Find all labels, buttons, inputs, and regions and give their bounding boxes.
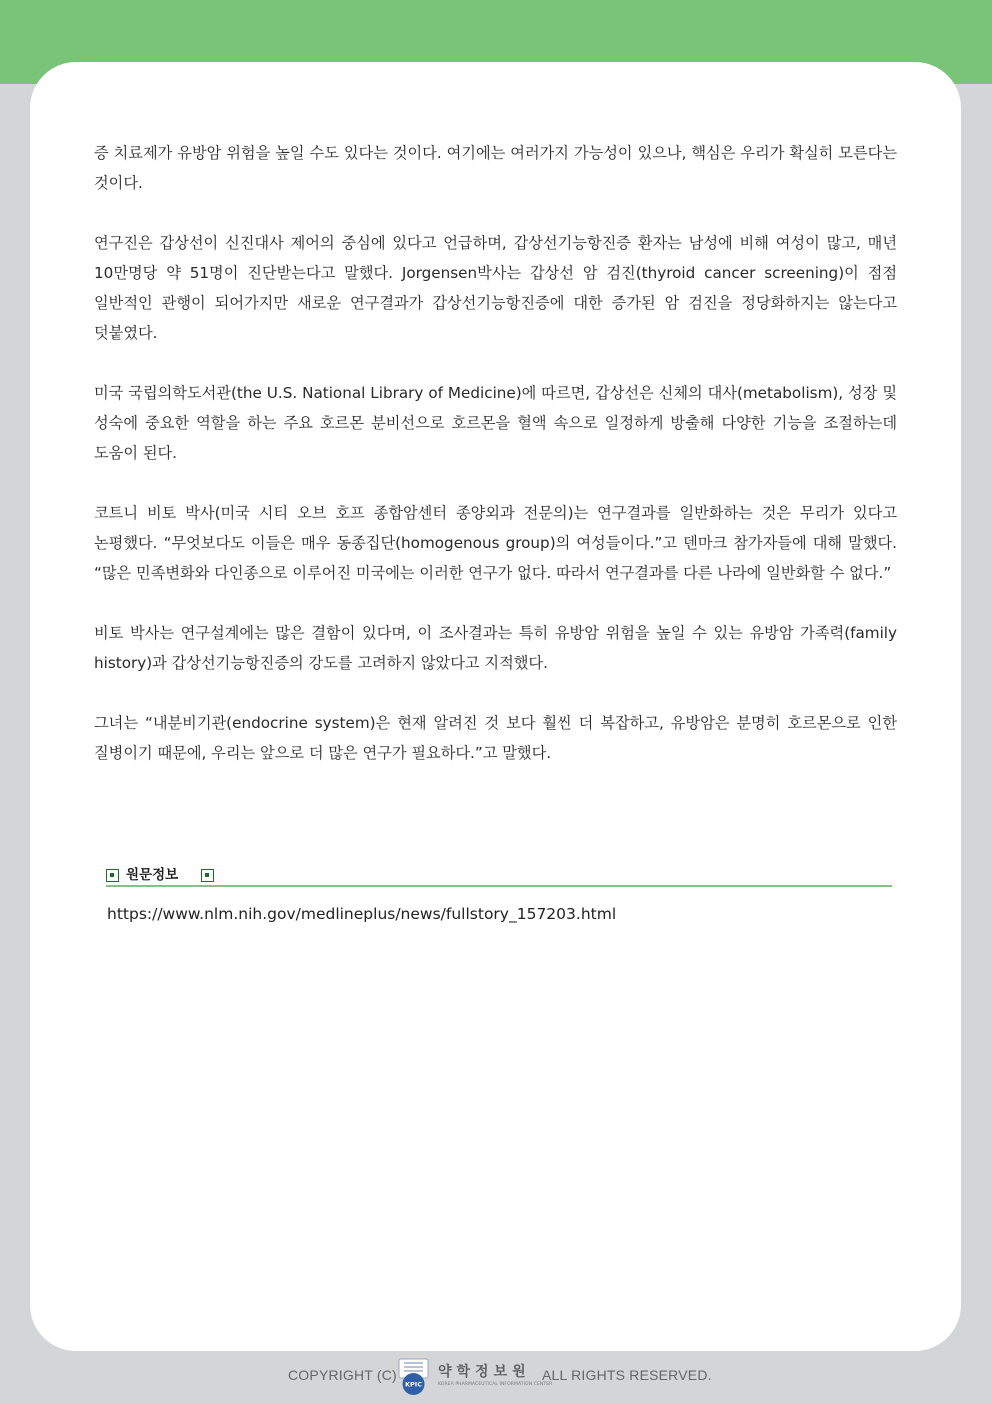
org-name-english: KOREA PHARMACEUTICAL INFORMATION CENTER: [438, 1382, 553, 1387]
source-info-header: [106, 866, 892, 887]
source-info-title: 원문정보: [126, 867, 179, 883]
rights-reserved: ALL RIGHTS RESERVED.: [542, 1367, 712, 1383]
source-url-link[interactable]: https://www.nlm.nih.gov/medlineplus/news/fullstory_157203.html: [107, 905, 617, 923]
article-paragraph-3: 미국 국립의학도서관(the U.S. National Library of Medicine)에 따르면, 갑상선은 신체의 대사(metabolism), 성장 및 성숙에 중요한 역할을 하는 주요 호르몬 분비선으로 호르몬을 혈액 속으로 일정하게 방출해 다양한 기능을 조절하는데 도움이 된다.: [94, 384, 897, 462]
kpic-logo-icon: [398, 1358, 429, 1396]
org-name-korean: 약학정보원: [438, 1364, 531, 1380]
footer: [0, 1357, 992, 1397]
article-paragraph-5: 비토 박사는 연구설계에는 많은 결함이 있다며, 이 조사결과는 특히 유방암 위험을 높일 수 있는 유방암 가족력(family history)과 갑상선기능항진증의 강도를 고려하지 않았다고 지적했다.: [94, 624, 897, 672]
square-bullet-icon: [201, 869, 214, 882]
article-paragraph-2: 연구진은 갑상선이 신진대사 제어의 중심에 있다고 언급하며, 갑상선기능항진증 환자는 남성에 비해 여성이 많고, 매년 10만명당 약 51명이 진단받는다고 말했다. Jorgensen박사는 갑상선 암 검진(thyroid cancer screening)이 점점 일반적인 관행이 되어가지만 새로운 연구결과가 갑상선기능항진증에 대한 증가된 암 검진을 정당화하지는 않는다고 덧붙였다.: [94, 234, 897, 342]
logo-text: KPIC: [405, 1380, 422, 1389]
article-paragraph-1: 증 치료제가 유방암 위험을 높일 수도 있다는 것이다. 여기에는 여러가지 가능성이 있으나, 핵심은 우리가 확실히 모른다는 것이다.: [94, 144, 897, 192]
article-paragraph-6: 그녀는 “내분비기관(endocrine system)은 현재 알려진 것 보다 훨씬 더 복잡하고, 유방암은 분명히 호르몬으로 인한 질병이기 때문에, 우리는 앞으로 더 많은 연구가 필요하다.”고 말했다.: [94, 714, 897, 762]
article-body: [94, 138, 897, 798]
article-paragraph-4: 코트니 비토 박사(미국 시티 오브 호프 종합암센터 종양외과 전문의)는 연구결과를 일반화하는 것은 무리가 있다고 논평했다. “무엇보다도 이들은 매우 동종집단(homogenous group)의 여성들이다.”고 덴마크 참가자들에 대해 말했다. “많은 민족변화와 다인종으로 이루어진 미국에는 이러한 연구가 없다. 따라서 연구결과를 다른 나라에 일반화할 수 없다.”: [94, 504, 897, 582]
square-bullet-icon: [106, 869, 119, 882]
copyright-prefix: COPYRIGHT (C): [288, 1367, 397, 1383]
